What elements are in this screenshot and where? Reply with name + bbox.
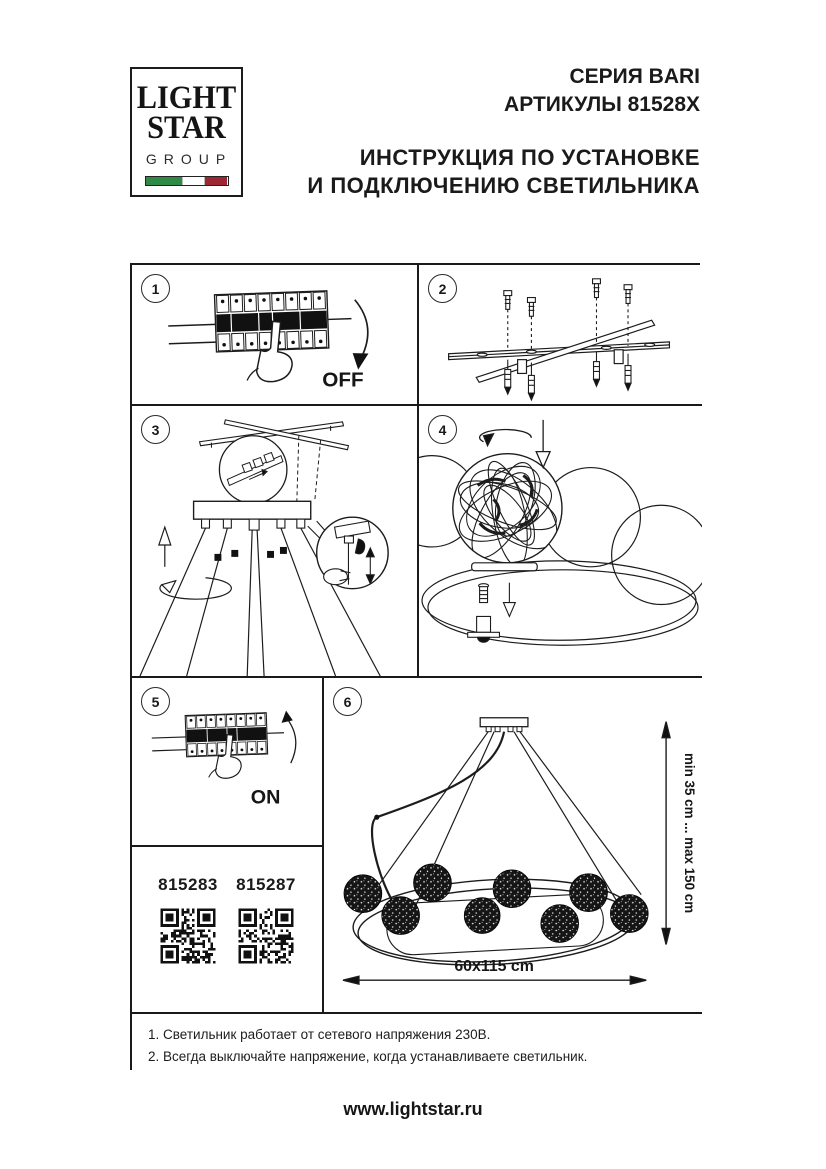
step-number-6: 6 <box>333 687 362 716</box>
instruction-grid <box>130 263 700 1070</box>
document-title: ИНСТРУКЦИЯ ПО УСТАНОВКЕ И ПОДКЛЮЧЕНИЮ СВЕТИЛЬНИКА <box>307 144 700 199</box>
logo-word-group: GROUP <box>145 150 233 167</box>
step-panel-4 <box>419 406 702 678</box>
breaker-off-illustration <box>132 265 417 404</box>
width-dimension-label: 60x115 cm <box>454 958 534 976</box>
logo-word-star: STAR <box>147 110 226 147</box>
sphere-shade-illustration <box>419 406 702 676</box>
step-number-2: 2 <box>428 274 457 303</box>
header-text <box>307 63 700 201</box>
height-dimension-label: min 35 cm ... max 150 cm <box>681 752 697 914</box>
step-panel-5 <box>132 678 324 847</box>
qr-block-815283 <box>155 875 221 1012</box>
step-panel-1 <box>132 265 419 406</box>
article-number: 815283 <box>158 875 218 894</box>
notes-row <box>132 1014 702 1072</box>
step-number-3: 3 <box>141 415 170 444</box>
step-number-5: 5 <box>141 687 170 716</box>
off-label: OFF <box>322 368 364 392</box>
mounting-brackets-illustration <box>419 265 702 404</box>
note-2: 2. Всегда выключайте напряжение, когда устанавливаете светильник. <box>148 1048 588 1064</box>
on-label: ON <box>250 786 281 809</box>
step-number-4: 4 <box>428 415 457 444</box>
qr-code <box>155 903 221 969</box>
chandelier-dimensions-illustration <box>324 678 702 1012</box>
qr-block-815287 <box>233 875 299 1012</box>
footer-url: www.lightstar.ru <box>343 1099 483 1119</box>
note-1: 1. Светильник работает от сетевого напряжения 230В. <box>148 1027 491 1042</box>
article-number: 815287 <box>236 875 296 894</box>
step-panel-3 <box>132 406 419 678</box>
italian-flag-stripe <box>145 176 229 186</box>
qr-cell <box>132 847 324 1014</box>
step-panel-6 <box>324 678 702 1014</box>
step-panel-2 <box>419 265 702 406</box>
series-title: СЕРИЯ BARI <box>569 65 700 88</box>
articles-title: АРТИКУЛЫ 81528X <box>504 93 700 117</box>
qr-code <box>233 903 299 969</box>
lightstar-logo <box>130 67 243 197</box>
canopy-mounting-illustration <box>132 406 417 676</box>
step-number-1: 1 <box>141 274 170 303</box>
logo-word-light: LIGHT <box>136 80 237 116</box>
